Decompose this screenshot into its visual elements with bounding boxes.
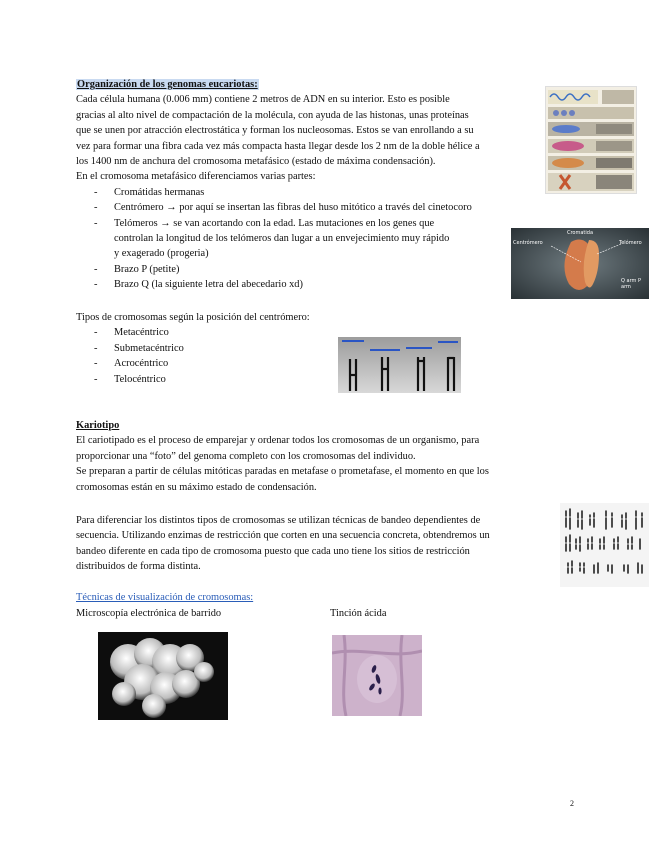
karyotype-figure — [560, 503, 649, 587]
paragraph-line: Se preparan a partir de células mitóticas paradas en metafase o prometafase, el momento en que los — [76, 466, 489, 478]
figure-label: Telómero — [619, 240, 642, 246]
section-title: Kariotipo — [76, 420, 120, 431]
chromosome-types-icon — [338, 337, 461, 393]
list-item: - Brazo P (petite) — [76, 262, 546, 277]
list-item-text: controlan la longitud de los telómeros dan lugar a un envejecimiento muy rápido — [114, 233, 450, 245]
list-item: - Brazo Q (la siguiente letra del abecedario xd) — [76, 277, 546, 292]
chromosome-types-list — [76, 325, 376, 387]
list-item-text: y exagerado (progeria) — [114, 248, 209, 260]
paragraph-line: proporcionar una “foto” del genoma completo con los cromosomas del individuo. — [76, 450, 416, 462]
section-organizacion — [76, 77, 546, 293]
paragraph-line: Tipos de cromosomas según la posición del centrómero: — [76, 312, 310, 323]
figure-label: Centrómero — [513, 240, 543, 246]
list-item-continuation — [76, 231, 546, 246]
figure-label: Q arm P arm — [621, 278, 642, 290]
section-title: Organización de los genomas eucariotas: — [77, 79, 258, 90]
list-item: - Telocéntrico — [76, 372, 376, 387]
section-tecnicas — [76, 590, 556, 605]
paragraph-line: Cada célula humana (0.006 mm) contiene 2 metros de ADN en su interior. Esto es posible — [76, 94, 450, 106]
metaphase-chromosome-figure — [511, 228, 649, 299]
list-item: - Telómeros → se van acortando con la edad. Las mutaciones en los genes que — [76, 216, 546, 231]
list-item: - Submetacéntrico — [76, 341, 376, 356]
list-item: - Metacéntrico — [76, 325, 376, 340]
acid-stain-icon — [332, 635, 422, 716]
list-item: - Cromátidas hermanas — [76, 185, 546, 200]
dna-compaction-figure — [545, 86, 637, 194]
dna-compaction-icon — [546, 87, 636, 193]
paragraph-line: distribuidos de forma distinta. — [76, 561, 201, 573]
paragraph-line: los 1400 nm de anchura del cromosoma metafásico (estado de máxima condensación). — [76, 156, 436, 168]
page-number: 2 — [570, 799, 574, 808]
paragraph-line: Para diferenciar los distintos tipos de cromosomas se utilizan técnicas de bandeo dependientes de — [76, 515, 481, 526]
list-item-continuation — [76, 246, 546, 261]
section-tipos-cromosomas — [76, 310, 376, 387]
parts-list — [76, 185, 546, 293]
chromosome-types-figure — [338, 337, 461, 393]
paragraph-line: gracias al alto nivel de compactación de la molécula, con ayuda de las histonas, unas proteínas — [76, 109, 469, 121]
sem-micrograph-figure — [98, 632, 228, 720]
paragraph-line: bandeo diferente en cada tipo de cromosoma puesto que cada uno tiene los sitios de restricción — [76, 545, 470, 557]
paragraph-line: vez para formar una fibra cada vez más compacta hasta llegar desde los 2 nm de la doble hélice a — [76, 140, 480, 152]
caption-microscopia: Microscopía electrónica de barrido — [76, 608, 222, 619]
list-item: - Acrocéntrico — [76, 356, 376, 371]
section-bandeo — [76, 513, 556, 575]
section-title-link[interactable]: Técnicas de visualización de cromosomas: — [76, 592, 254, 603]
paragraph-line: secuencia. Utilizando enzimas de restricción que corten en una secuencia concreta, obtendremos un — [76, 530, 490, 542]
paragraph-line: que se unen por atracción electrostática y forman los nucleosomas. Estos se van enrollando a su — [76, 125, 474, 137]
section-kariotipo — [76, 418, 556, 495]
figure-label: Cromatida — [567, 230, 594, 236]
sem-micrograph-icon — [98, 632, 228, 720]
acid-stain-figure — [332, 635, 422, 716]
paragraph-line: cromosomas están en su máximo estado de condensación. — [76, 481, 317, 493]
list-item: - Centrómero → por aquí se insertan las fibras del huso mitótico a través del cinetocoro — [76, 200, 546, 215]
caption-tincion: Tinción ácida — [330, 608, 387, 619]
karyotype-icon — [560, 503, 649, 587]
paragraph-line: En el cromosoma metafásico diferenciamos varias partes: — [76, 171, 316, 183]
paragraph-line: El cariotipado es el proceso de emparejar y ordenar todos los cromosomas de un organismo, para — [76, 435, 480, 447]
